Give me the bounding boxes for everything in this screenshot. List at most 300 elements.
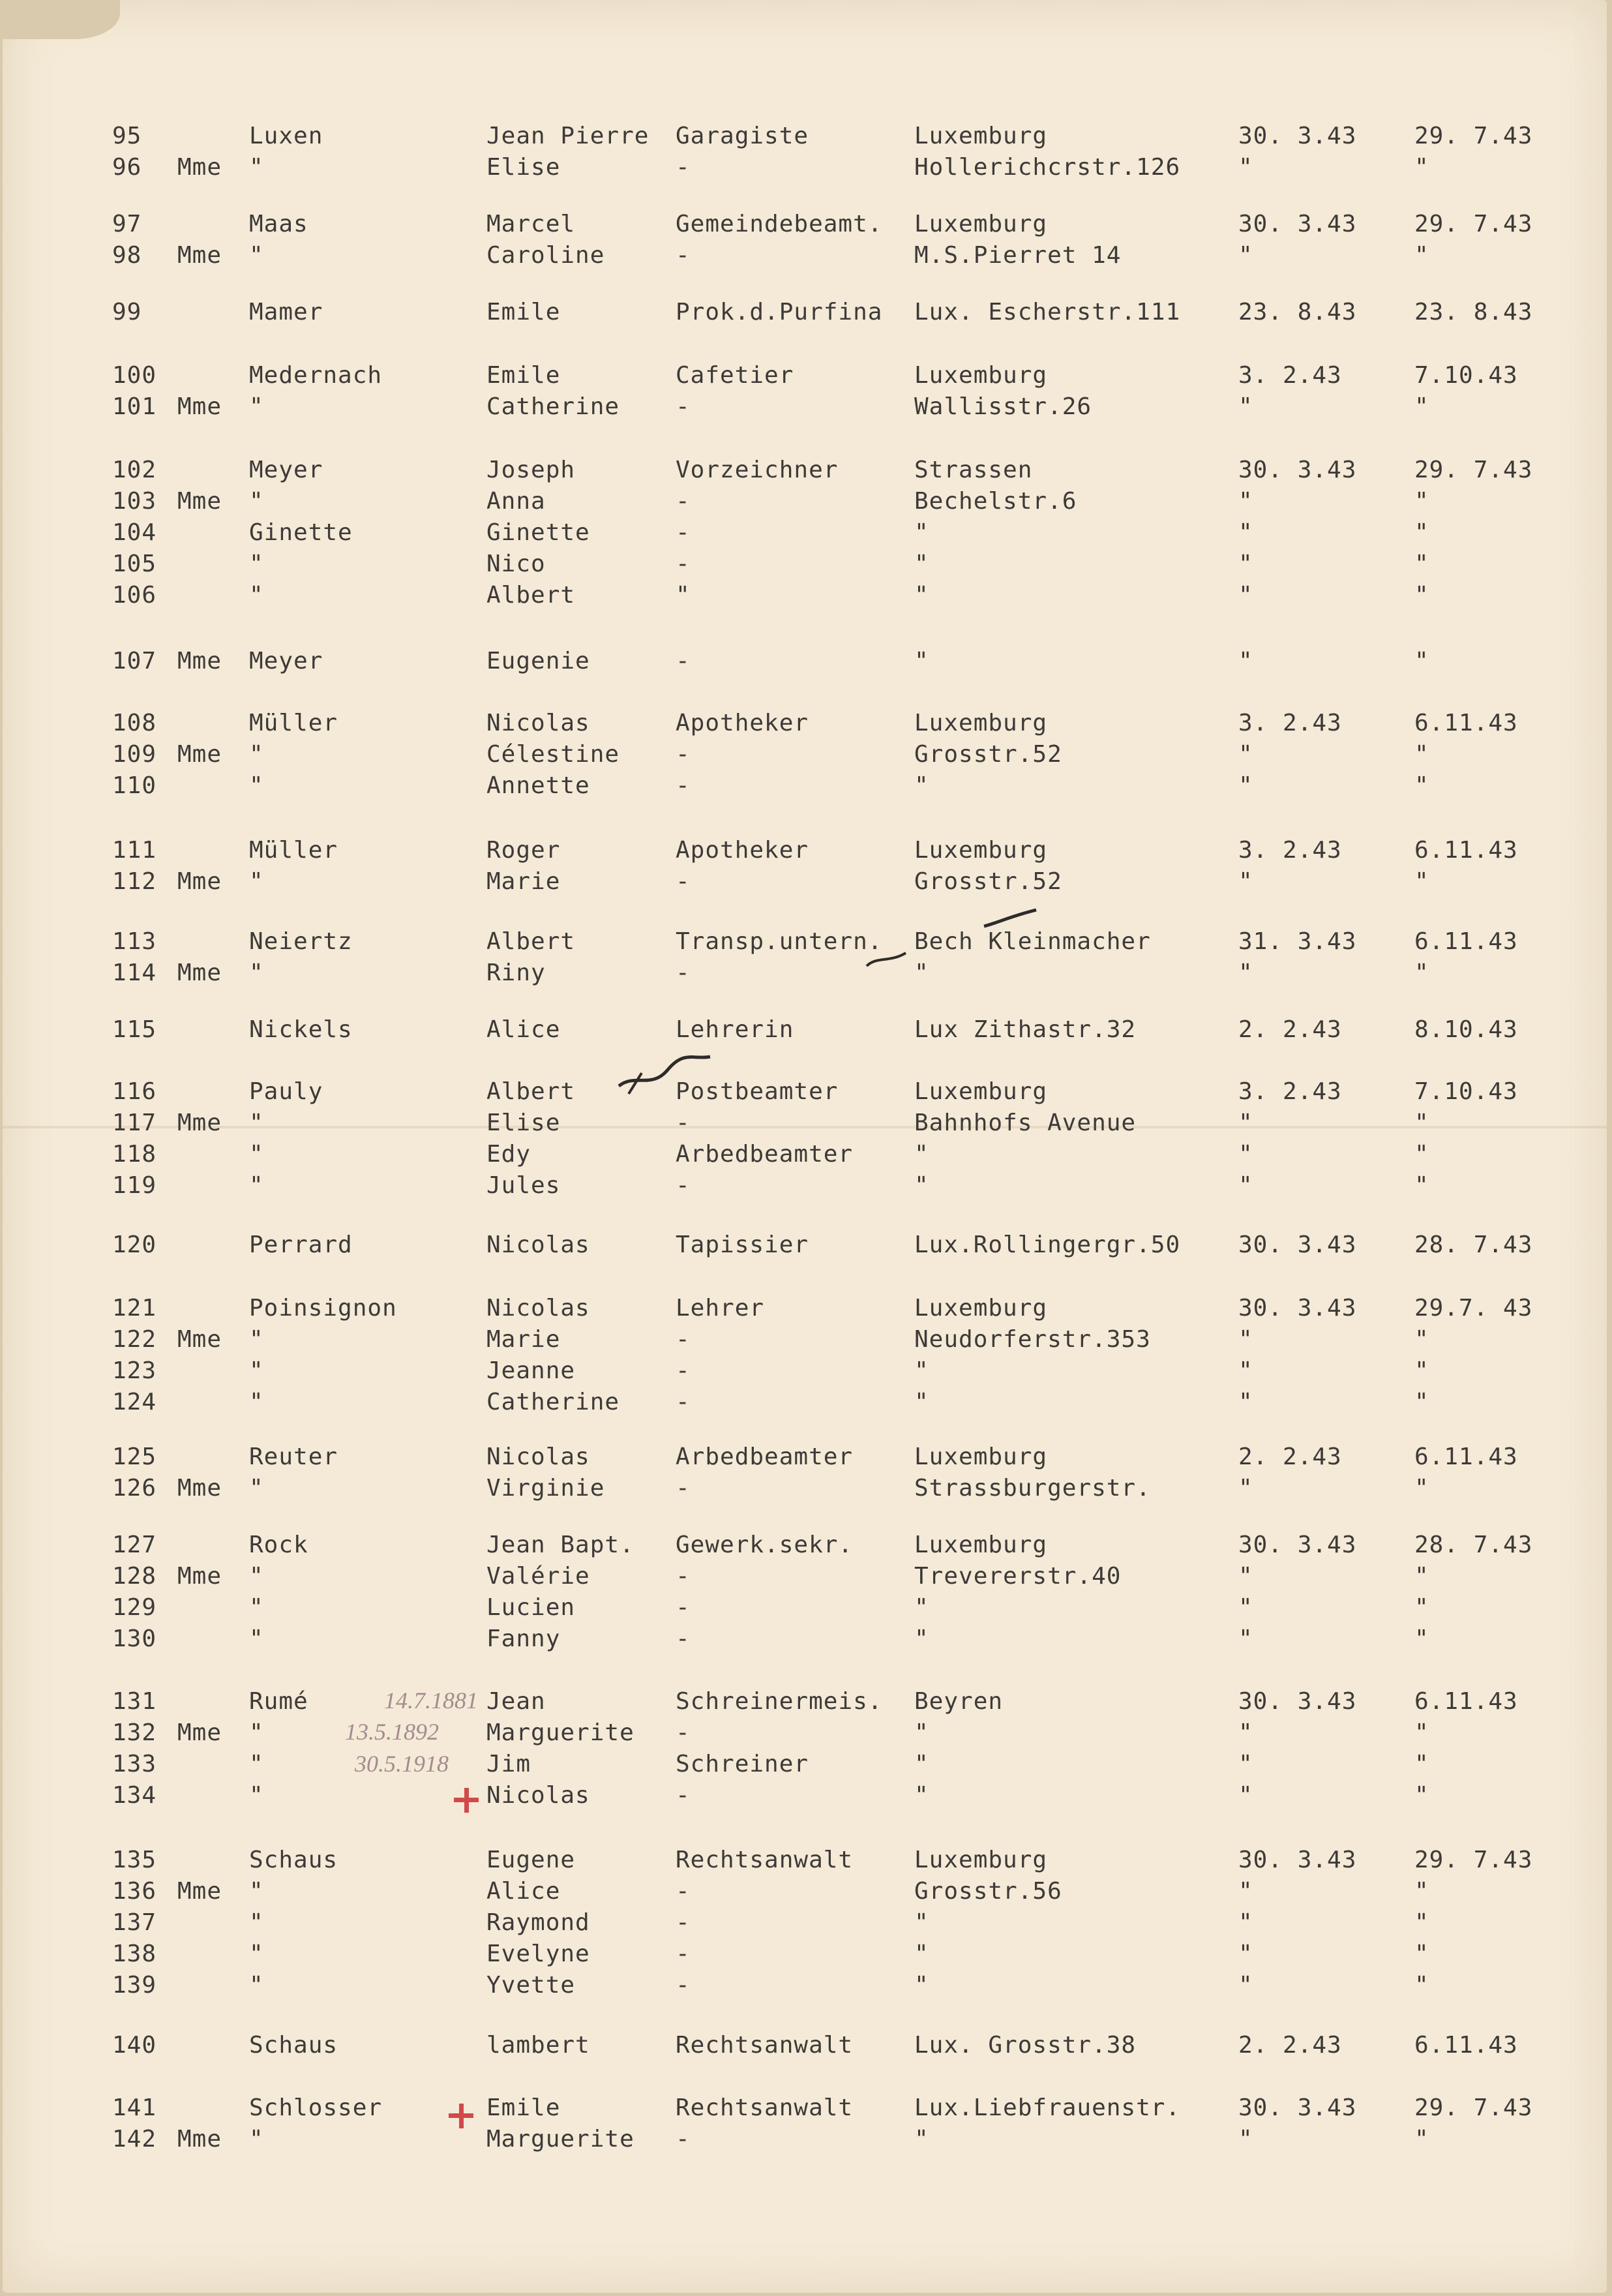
address-cell: Strassen [914, 457, 1033, 483]
occupation-cell: - [676, 1909, 691, 1936]
address-cell: Lux Zithastr.32 [914, 1016, 1137, 1043]
register-row [3, 1530, 1607, 1561]
date-release-cell: 7.10.43 [1414, 1078, 1518, 1105]
firstname-cell: lambert [486, 2032, 590, 2059]
address-cell: Luxemburg [914, 837, 1048, 864]
date-arrest-cell: " [1238, 1326, 1253, 1353]
entry-number: 125 [112, 1443, 157, 1470]
occupation-cell: - [676, 242, 691, 269]
title-mme: Mme [177, 1110, 222, 1136]
surname-cell: " [249, 154, 264, 181]
address-cell: Luxemburg [914, 123, 1048, 149]
entry-number: 133 [112, 1751, 157, 1777]
date-release-cell: " [1414, 1110, 1429, 1136]
register-row [3, 1442, 1607, 1473]
date-arrest-cell: " [1238, 1719, 1253, 1746]
pencil-date-annotation: 14.7.1881 [384, 1687, 478, 1714]
date-release-cell: " [1414, 959, 1429, 986]
firstname-cell: Catherine [486, 1389, 620, 1415]
date-arrest-cell: " [1238, 519, 1253, 546]
date-arrest-cell: 30. 3.43 [1238, 1847, 1357, 1873]
entry-number: 100 [112, 362, 157, 389]
register-row [3, 391, 1607, 423]
date-release-cell: " [1414, 2126, 1429, 2152]
firstname-cell: Emile [486, 299, 561, 325]
firstname-cell: Marie [486, 868, 561, 895]
date-arrest-cell: 23. 8.43 [1238, 299, 1357, 325]
occupation-cell: Vorzeichner [676, 457, 839, 483]
register-row [3, 770, 1607, 802]
surname-cell: " [249, 551, 264, 577]
occupation-cell: Lehrer [676, 1295, 765, 1322]
firstname-cell: Elise [486, 154, 561, 181]
address-cell: " [914, 648, 929, 674]
occupation-cell: Lehrerin [676, 1016, 794, 1043]
firstname-cell: Alice [486, 1016, 561, 1043]
date-arrest-cell: 30. 3.43 [1238, 1688, 1357, 1715]
surname-cell: " [249, 1941, 264, 1967]
surname-cell: " [249, 1389, 264, 1415]
date-release-cell: 28. 7.43 [1414, 1231, 1533, 1258]
date-release-cell: " [1414, 488, 1429, 515]
address-cell: Grosstr.52 [914, 741, 1062, 768]
surname-cell: " [249, 582, 264, 609]
date-arrest-cell: 2. 2.43 [1238, 1443, 1342, 1470]
occupation-cell: - [676, 1389, 691, 1415]
entry-number: 107 [112, 648, 157, 674]
occupation-cell: - [676, 393, 691, 420]
firstname-cell: Jean Pierre [486, 123, 649, 149]
date-arrest-cell: " [1238, 242, 1253, 269]
entry-number: 117 [112, 1110, 157, 1136]
register-entry [3, 835, 1607, 898]
firstname-cell: Roger [486, 837, 561, 864]
occupation-cell: Prok.d.Purfina [676, 299, 883, 325]
address-cell: Luxemburg [914, 362, 1048, 389]
firstname-cell: Valérie [486, 1563, 590, 1590]
register-entry [3, 1014, 1607, 1046]
date-release-cell: " [1414, 1751, 1429, 1777]
date-release-cell: " [1414, 648, 1429, 674]
date-arrest-cell: " [1238, 1357, 1253, 1384]
firstname-cell: Evelyne [486, 1941, 590, 1967]
address-cell: Lux.Liebfrauenstr. [914, 2094, 1181, 2121]
register-entry [3, 1530, 1607, 1655]
surname-cell: " [249, 1141, 264, 1168]
entry-number: 137 [112, 1909, 157, 1936]
register-row [3, 1293, 1607, 1324]
register-entry [3, 1230, 1607, 1261]
surname-cell: Schaus [249, 2032, 338, 2059]
pencil-date-annotation: 30.5.1918 [355, 1751, 449, 1777]
firstname-cell: Jeanne [486, 1357, 576, 1384]
firstname-cell: Jim [486, 1751, 531, 1777]
date-release-cell: 6.11.43 [1414, 710, 1518, 736]
date-arrest-cell: 30. 3.43 [1238, 1231, 1357, 1258]
entry-number: 142 [112, 2126, 157, 2152]
address-cell: " [914, 1172, 929, 1199]
register-row [3, 1939, 1607, 1970]
surname-cell: " [249, 2126, 264, 2152]
surname-cell: Müller [249, 837, 338, 864]
address-cell: " [914, 1625, 929, 1652]
entry-number: 102 [112, 457, 157, 483]
date-arrest-cell: " [1238, 154, 1253, 181]
occupation-cell: - [676, 1941, 691, 1967]
occupation-cell: Schreiner [676, 1751, 809, 1777]
title-mme: Mme [177, 393, 222, 420]
date-arrest-cell: " [1238, 868, 1253, 895]
address-cell: Grosstr.56 [914, 1878, 1062, 1905]
surname-cell: Neiertz [249, 928, 353, 955]
entry-number: 120 [112, 1231, 157, 1258]
address-cell: " [914, 1972, 929, 1999]
date-arrest-cell: " [1238, 1972, 1253, 1999]
address-cell: Luxemburg [914, 710, 1048, 736]
date-arrest-cell: " [1238, 741, 1253, 768]
address-cell: Wallisstr.26 [914, 393, 1092, 420]
date-release-cell: 29. 7.43 [1414, 457, 1533, 483]
date-arrest-cell: " [1238, 2126, 1253, 2152]
date-release-cell: " [1414, 1941, 1429, 1967]
register-entry [3, 646, 1607, 677]
address-cell: Luxemburg [914, 211, 1048, 237]
document-page [3, 0, 1607, 2293]
date-release-cell: " [1414, 393, 1429, 420]
date-release-cell: 29.7. 43 [1414, 1295, 1533, 1322]
occupation-cell: Arbedbeamter [676, 1443, 854, 1470]
address-cell: Bechelstr.6 [914, 488, 1077, 515]
entry-number: 128 [112, 1563, 157, 1590]
register-entry [3, 1293, 1607, 1418]
title-mme: Mme [177, 1326, 222, 1353]
occupation-cell: Schreinermeis. [676, 1688, 883, 1715]
firstname-cell: Virginie [486, 1475, 605, 1502]
surname-cell: " [249, 1475, 264, 1502]
date-release-cell: " [1414, 1172, 1429, 1199]
occupation-cell: - [676, 1475, 691, 1502]
address-cell: " [914, 551, 929, 577]
firstname-cell: Emile [486, 362, 561, 389]
occupation-cell: Rechtsanwalt [676, 2094, 854, 2121]
address-cell: " [914, 1594, 929, 1621]
date-arrest-cell: " [1238, 772, 1253, 799]
address-cell: Lux.Rollingergr.50 [914, 1231, 1181, 1258]
entry-number: 118 [112, 1141, 157, 1168]
title-mme: Mme [177, 488, 222, 515]
entry-number: 141 [112, 2094, 157, 2121]
register-row [3, 1473, 1607, 1504]
register-entry [3, 708, 1607, 802]
date-release-cell: " [1414, 868, 1429, 895]
date-release-cell: " [1414, 1909, 1429, 1936]
date-arrest-cell: " [1238, 1625, 1253, 1652]
firstname-cell: Catherine [486, 393, 620, 420]
date-arrest-cell: " [1238, 551, 1253, 577]
surname-cell: " [249, 1625, 264, 1652]
surname-cell: " [249, 1326, 264, 1353]
date-arrest-cell: " [1238, 1751, 1253, 1777]
surname-cell: " [249, 393, 264, 420]
occupation-cell: - [676, 519, 691, 546]
surname-cell: Luxen [249, 123, 323, 149]
date-arrest-cell: 30. 3.43 [1238, 1532, 1357, 1558]
title-mme: Mme [177, 1719, 222, 1746]
register-row [3, 835, 1607, 866]
date-release-cell: 6.11.43 [1414, 1688, 1518, 1715]
title-mme: Mme [177, 868, 222, 895]
entry-number: 109 [112, 741, 157, 768]
occupation-cell: - [676, 154, 691, 181]
register-row [3, 152, 1607, 183]
date-release-cell: " [1414, 1972, 1429, 1999]
address-cell: " [914, 1909, 929, 1936]
date-arrest-cell: " [1238, 1782, 1253, 1809]
surname-cell: " [249, 959, 264, 986]
entry-number: 106 [112, 582, 157, 609]
entry-number: 112 [112, 868, 157, 895]
occupation-cell: - [676, 1172, 691, 1199]
surname-cell: " [249, 868, 264, 895]
entry-number: 140 [112, 2032, 157, 2059]
title-mme: Mme [177, 1878, 222, 1905]
register-entry [3, 297, 1607, 328]
entry-number: 101 [112, 393, 157, 420]
entry-number: 121 [112, 1295, 157, 1322]
entry-number: 138 [112, 1941, 157, 1967]
register-row [3, 1324, 1607, 1355]
register-row [3, 1387, 1607, 1418]
occupation-cell: - [676, 1594, 691, 1621]
firstname-cell: Nicolas [486, 710, 590, 736]
entry-number: 124 [112, 1389, 157, 1415]
register-row [3, 1139, 1607, 1170]
firstname-cell: Jean Bapt. [486, 1532, 634, 1558]
date-arrest-cell: " [1238, 959, 1253, 986]
occupation-cell: - [676, 1563, 691, 1590]
occupation-cell: - [676, 551, 691, 577]
title-mme: Mme [177, 959, 222, 986]
title-mme: Mme [177, 242, 222, 269]
firstname-cell: Anna [486, 488, 546, 515]
address-cell: " [914, 1751, 929, 1777]
entry-number: 97 [112, 211, 142, 237]
surname-cell: " [249, 1172, 264, 1199]
entry-number: 116 [112, 1078, 157, 1105]
date-release-cell: 23. 8.43 [1414, 299, 1533, 325]
register-row [3, 1108, 1607, 1139]
occupation-cell: Rechtsanwalt [676, 1847, 854, 1873]
entry-number: 126 [112, 1475, 157, 1502]
firstname-cell: Yvette [486, 1972, 576, 1999]
surname-cell: Mamer [249, 299, 323, 325]
register-entry [3, 121, 1607, 183]
surname-cell: " [249, 1909, 264, 1936]
register-entry [3, 1442, 1607, 1504]
firstname-cell: Fanny [486, 1625, 561, 1652]
firstname-cell: Eugene [486, 1847, 576, 1873]
address-cell: M.S.Pierret 14 [914, 242, 1122, 269]
register-row [3, 1076, 1607, 1108]
date-arrest-cell: " [1238, 1878, 1253, 1905]
surname-cell: " [249, 1972, 264, 1999]
date-arrest-cell: 30. 3.43 [1238, 2094, 1357, 2121]
firstname-cell: Lucien [486, 1594, 576, 1621]
occupation-cell: - [676, 1782, 691, 1809]
surname-cell: Müller [249, 710, 338, 736]
date-arrest-cell: " [1238, 1141, 1253, 1168]
date-arrest-cell: " [1238, 488, 1253, 515]
register-row [3, 486, 1607, 517]
date-release-cell: " [1414, 1594, 1429, 1621]
register-entry [3, 2030, 1607, 2061]
date-release-cell: " [1414, 1563, 1429, 1590]
title-mme: Mme [177, 1475, 222, 1502]
occupation-cell: Cafetier [676, 362, 794, 389]
occupation-cell: Rechtsanwalt [676, 2032, 854, 2059]
occupation-cell: - [676, 959, 691, 986]
date-release-cell: " [1414, 1719, 1429, 1746]
occupation-cell: Transp.untern. [676, 928, 883, 955]
date-arrest-cell: 3. 2.43 [1238, 362, 1342, 389]
entry-number: 135 [112, 1847, 157, 1873]
date-release-cell: " [1414, 242, 1429, 269]
firstname-cell: Elise [486, 1110, 561, 1136]
date-release-cell: 6.11.43 [1414, 837, 1518, 864]
date-release-cell: " [1414, 1357, 1429, 1384]
surname-cell: " [249, 1357, 264, 1384]
ink-scribble [616, 1053, 713, 1099]
register-row [3, 1592, 1607, 1624]
firstname-cell: Annette [486, 772, 590, 799]
surname-cell: Rock [249, 1532, 308, 1558]
surname-cell: Medernach [249, 362, 383, 389]
register-row [3, 297, 1607, 328]
register-row [3, 580, 1607, 611]
date-release-cell: " [1414, 1878, 1429, 1905]
firstname-cell: Alice [486, 1878, 561, 1905]
firstname-cell: Nicolas [486, 1231, 590, 1258]
surname-cell: " [249, 242, 264, 269]
register-row [3, 240, 1607, 271]
occupation-cell: Gewerk.sekr. [676, 1532, 854, 1558]
register-entry [3, 926, 1607, 989]
firstname-cell: Marcel [486, 211, 576, 237]
register-row [3, 646, 1607, 677]
address-cell: Luxemburg [914, 1078, 1048, 1105]
firstname-cell: Nicolas [486, 1295, 590, 1322]
date-release-cell: " [1414, 1475, 1429, 1502]
firstname-cell: Caroline [486, 242, 605, 269]
date-arrest-cell: " [1238, 393, 1253, 420]
date-release-cell: 29. 7.43 [1414, 123, 1533, 149]
surname-cell: " [249, 1878, 264, 1905]
address-cell: Luxemburg [914, 1847, 1048, 1873]
register-entry [3, 1845, 1607, 2001]
address-cell: " [914, 1782, 929, 1809]
occupation-cell: " [676, 582, 691, 609]
firstname-cell: Marguerite [486, 2126, 634, 2152]
date-release-cell: 8.10.43 [1414, 1016, 1518, 1043]
entry-number: 127 [112, 1532, 157, 1558]
register-row [3, 926, 1607, 958]
address-cell: " [914, 1141, 929, 1168]
address-cell: Beyren [914, 1688, 1004, 1715]
entry-number: 98 [112, 242, 142, 269]
date-arrest-cell: " [1238, 1389, 1253, 1415]
surname-cell: Schlosser [249, 2094, 383, 2121]
entry-number: 113 [112, 928, 157, 955]
entry-number: 110 [112, 772, 157, 799]
surname-cell: " [249, 1751, 264, 1777]
date-arrest-cell: " [1238, 1909, 1253, 1936]
occupation-cell: Apotheker [676, 710, 809, 736]
date-arrest-cell: 3. 2.43 [1238, 837, 1342, 864]
title-mme: Mme [177, 741, 222, 768]
date-arrest-cell: " [1238, 648, 1253, 674]
register-entry [3, 209, 1607, 271]
date-release-cell: " [1414, 1141, 1429, 1168]
date-arrest-cell: " [1238, 582, 1253, 609]
surname-cell: " [249, 1782, 264, 1809]
register-row [3, 209, 1607, 240]
occupation-cell: Arbedbeamter [676, 1141, 854, 1168]
date-release-cell: 6.11.43 [1414, 1443, 1518, 1470]
occupation-cell: - [676, 488, 691, 515]
firstname-cell: Célestine [486, 741, 620, 768]
occupation-cell: Tapissier [676, 1231, 809, 1258]
entry-number: 114 [112, 959, 157, 986]
register-row [3, 121, 1607, 152]
address-cell: Luxemburg [914, 1532, 1048, 1558]
address-cell: Lux. Escherstr.111 [914, 299, 1181, 325]
register-row [3, 1230, 1607, 1261]
surname-cell: Meyer [249, 457, 323, 483]
title-mme: Mme [177, 1563, 222, 1590]
register-row [3, 549, 1607, 580]
firstname-cell: Ginette [486, 519, 590, 546]
entry-number: 95 [112, 123, 142, 149]
entry-number: 131 [112, 1688, 157, 1715]
date-release-cell: " [1414, 551, 1429, 577]
occupation-cell: - [676, 1878, 691, 1905]
date-release-cell: " [1414, 772, 1429, 799]
register-row [3, 1970, 1607, 2001]
entry-number: 139 [112, 1972, 157, 1999]
firstname-cell: Raymond [486, 1909, 590, 1936]
firstname-cell: Jules [486, 1172, 561, 1199]
register-row [3, 1014, 1607, 1046]
occupation-cell: - [676, 648, 691, 674]
date-release-cell: 6.11.43 [1414, 928, 1518, 955]
register-row [3, 1749, 1607, 1780]
register-row [3, 739, 1607, 770]
firstname-cell: Joseph [486, 457, 576, 483]
title-mme: Mme [177, 154, 222, 181]
address-cell: Grosstr.52 [914, 868, 1062, 895]
register-row [3, 517, 1607, 549]
firstname-cell: Albert [486, 928, 576, 955]
date-release-cell: " [1414, 519, 1429, 546]
occupation-cell: Gemeindebeamt. [676, 211, 883, 237]
firstname-cell: Marguerite [486, 1719, 634, 1746]
date-arrest-cell: " [1238, 1941, 1253, 1967]
entry-number: 115 [112, 1016, 157, 1043]
address-cell: Luxemburg [914, 1443, 1048, 1470]
firstname-cell: Nicolas [486, 1782, 590, 1809]
firstname-cell: Nico [486, 551, 546, 577]
entry-number: 103 [112, 488, 157, 515]
